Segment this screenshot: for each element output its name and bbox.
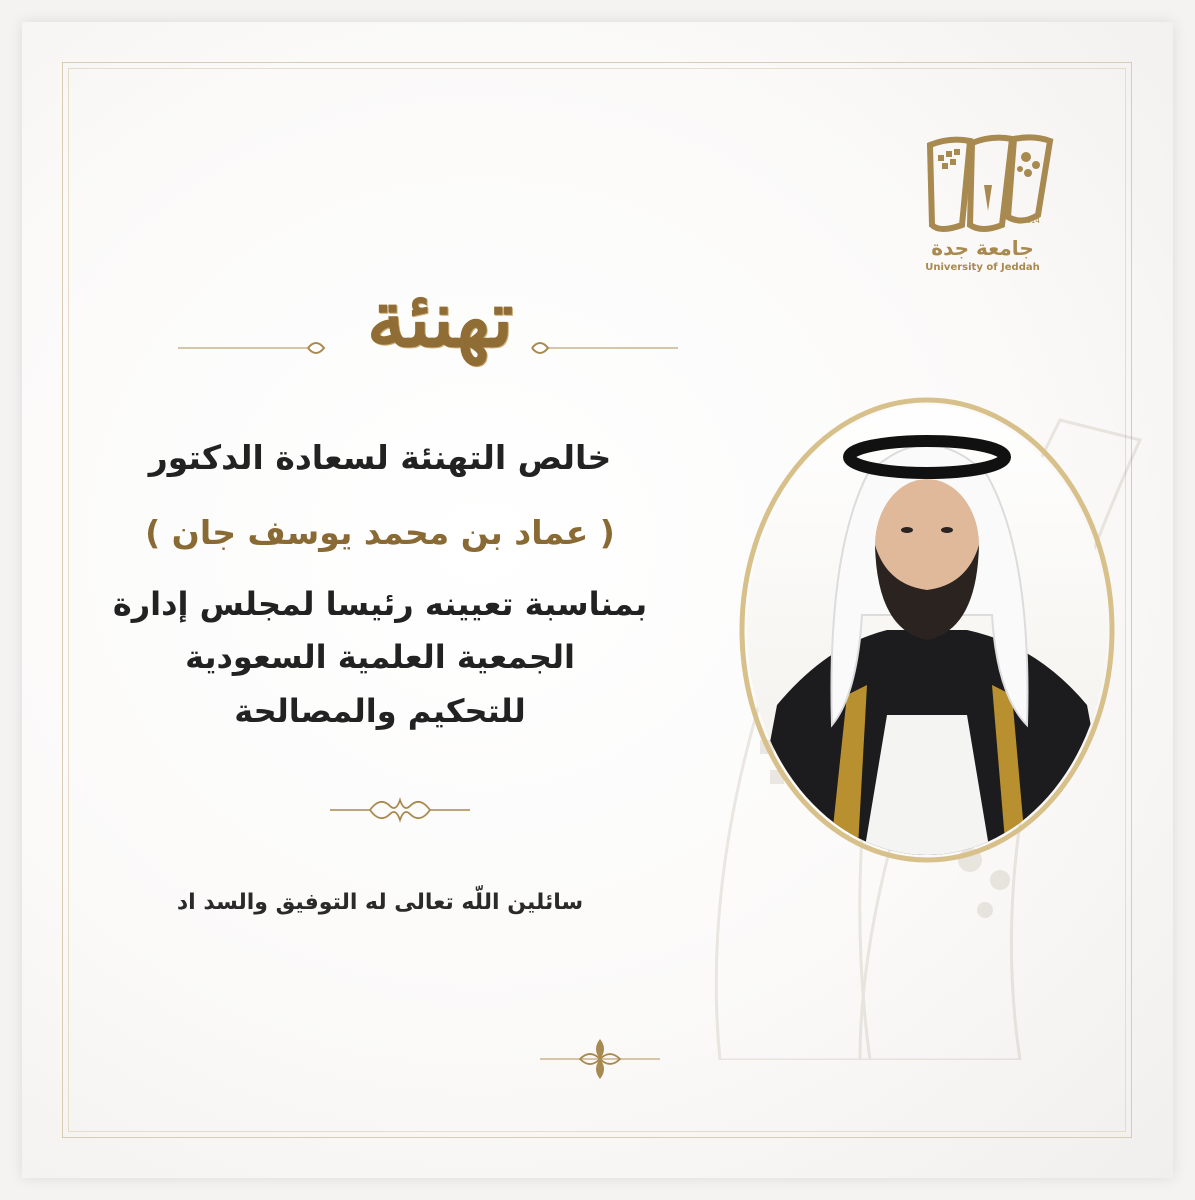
honoree-name: ( عماد بن محمد يوسف جان ) bbox=[145, 513, 615, 552]
bottom-ornament bbox=[540, 1035, 660, 1080]
logo-arabic-name: جامعة جدة bbox=[931, 236, 1034, 260]
greeting-line: خالص التهنئة لسعادة الدكتور bbox=[148, 438, 612, 477]
heading-title: تهنئة bbox=[366, 274, 514, 365]
ornament-divider bbox=[330, 790, 470, 830]
logo-year: 2014 bbox=[1022, 217, 1040, 225]
portrait-photo bbox=[737, 395, 1117, 865]
university-of-jeddah-logo bbox=[910, 125, 1060, 285]
logo-english-name: University of Jeddah bbox=[925, 262, 1040, 273]
occasion-line-3: للتحكيم والمصالحة bbox=[234, 692, 526, 730]
occasion-line-2: الجمعية العلمية السعودية bbox=[185, 638, 575, 676]
closing-prayer: سائلين اللّه تعالى له التوفيق والسد اد bbox=[176, 890, 584, 915]
occasion-line-1: بمناسبة تعيينه رئيسا لمجلس إدارة bbox=[112, 585, 648, 623]
